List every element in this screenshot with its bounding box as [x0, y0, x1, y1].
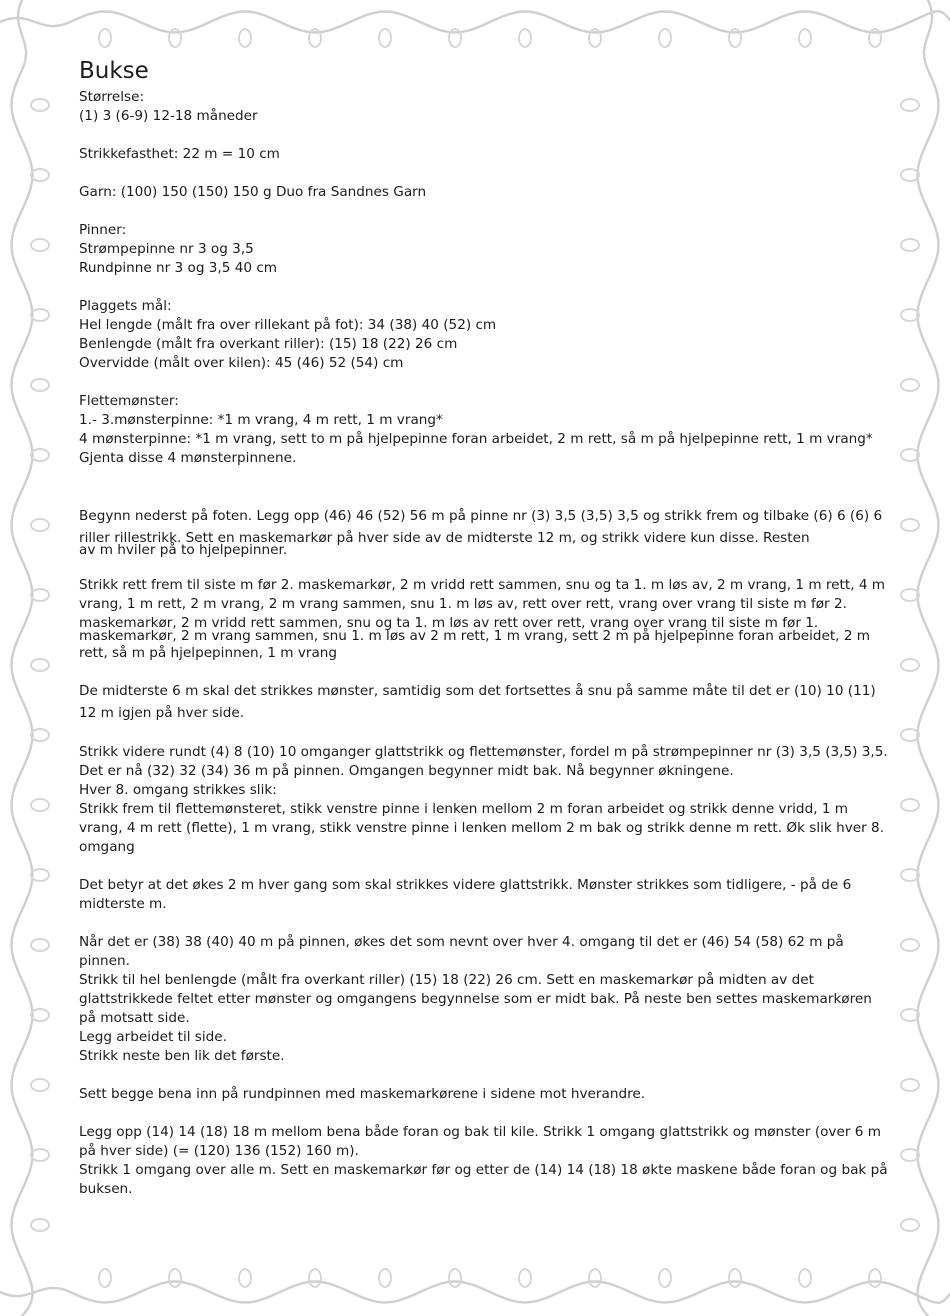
instruction-paragraph: Strikk videre rundt (4) 8 (10) 10 omganger glattstrikk og flettemønster, fordel m på strømpepinner nr (3) 3,5 (3,5) 3,5. Det er nå (32) 32 (34) 36 m på pinnen. Omgangen begynner midt bak. Nå begynner økningene. [79, 744, 888, 779]
instruction-paragraph: Strikk rett frem til siste m før 2. maskemarkør, 2 m vridd rett sammen, snu og ta 1. m løs av, 2 m vrang, 1 m rett, 4 m vrang, 1 m rett, 2 m vrang, 2 m vrang sammen, snu 1. m løs av, rett over rett, vrang over vrang til siste m før 2. maskemarkør, 2 m vridd rett sammen, snu og ta 1. m løs av rett over rett, vrang over vrang til siste m før 1. [79, 577, 886, 631]
cable-pattern-repeat: Gjenta disse 4 mønsterpinnene. [79, 450, 297, 466]
measurement-item: Hel lengde (målt fra over rillekant på fot): 34 (38) 40 (52) cm [79, 317, 497, 333]
page-title: Bukse [79, 58, 149, 84]
instruction-paragraph: Strikk til hel benlengde (målt fra overkant riller) (15) 18 (22) 26 cm. Sett en maskemarkør på midten av det glattstrikkede feltet etter mønster og omgangens begynnelse som er midt bak. På neste ben settes maskemarkøren på motsatt side. [79, 972, 872, 1026]
instruction-paragraph: Begynn nederst på foten. Legg opp (46) 46 (52) 56 m på pinne nr (3) 3,5 (3,5) 3,5 og strikk frem og tilbake (6) 6 (6) 6 riller rillestrikk. Sett en maskemarkør på hver side av de midterste 12 m, og strikk videre kun disse. Resten [79, 508, 883, 546]
pattern-document [79, 56, 891, 1199]
yarn-text: Garn: (100) 150 (150) 150 g Duo fra Sandnes Garn [79, 184, 427, 200]
needles-item: Strømpepinne nr 3 og 3,5 [79, 241, 254, 257]
instruction-paragraph: Legg arbeidet til side. [79, 1029, 227, 1045]
measurement-item: Overvidde (målt over kilen): 45 (46) 52 (54) cm [79, 355, 404, 371]
instruction-paragraph: Strikk neste ben lik det første. [79, 1048, 285, 1064]
instruction-paragraph: av m hviler på to hjelpepinner. [79, 542, 288, 558]
instruction-paragraph: Det betyr at det økes 2 m hver gang som skal strikkes videre glattstrikk. Mønster strikkes som tidligere, - på de 6 midterste m. [79, 877, 852, 912]
instruction-paragraph: Når det er (38) 38 (40) 40 m på pinnen, økes det som nevnt over hver 4. omgang til det er (46) 54 (58) 62 m på pinnen. [79, 934, 844, 969]
size-label: Størrelse: [79, 89, 145, 105]
instruction-paragraph: Strikk 1 omgang over alle m. Sett en maskemarkør før og etter de (14) 14 (18) 18 økte maskene både foran og bak på buksen. [79, 1162, 888, 1197]
gauge-text: Strikkefasthet: 22 m = 10 cm [79, 146, 280, 162]
needles-label: Pinner: [79, 222, 127, 238]
measurement-item: Benlengde (målt fra overkant riller): (15) 18 (22) 26 cm [79, 336, 458, 352]
needles-item: Rundpinne nr 3 og 3,5 40 cm [79, 260, 278, 276]
cable-pattern-label: Flettemønster: [79, 393, 179, 409]
instruction-paragraph: Sett begge bena inn på rundpinnen med maskemarkørene i sidene mot hverandre. [79, 1086, 646, 1102]
measurements-label: Plaggets mål: [79, 298, 172, 314]
instruction-paragraph: Hver 8. omgang strikkes slik: [79, 782, 277, 798]
instruction-paragraph: Legg opp (14) 14 (18) 18 m mellom bena både foran og bak til kile. Strikk 1 omgang glattstrikk og mønster (over 6 m på hver side) (= (120) 136 (152) 160 m). [79, 1124, 881, 1159]
cable-pattern-rows-1-3: 1.- 3.mønsterpinne: *1 m vrang, 4 m rett, 1 m vrang* [79, 412, 443, 428]
instruction-paragraph: De midterste 6 m skal det strikkes mønster, samtidig som det fortsettes å snu på samme måte til det er (10) 10 (11) 12 m igjen på hver side. [79, 683, 876, 721]
cable-pattern-row-4: 4 mønsterpinne: *1 m vrang, sett to m på hjelpepinne foran arbeidet, 2 m rett, så m på hjelpepinne rett, 1 m vrang* [79, 431, 873, 447]
instruction-paragraph: Strikk frem til flettemønsteret, stikk venstre pinne i lenken mellom 2 m foran arbeidet og strikk denne vridd, 1 m vrang, 4 m rett (flette), 1 m vrang, stikk venstre pinne i lenken mellom 2 m bak og strikk denne m rett. Øk slik hver 8. omgang [79, 801, 885, 855]
size-value: (1) 3 (6-9) 12-18 måneder [79, 108, 258, 124]
instruction-paragraph: maskemarkør, 2 m vrang sammen, snu 1. m løs av 2 m rett, 1 m vrang, sett 2 m på hjelpepinne foran arbeidet, 2 m rett, så m på hjelpepinnen, 1 m vrang [79, 628, 871, 661]
